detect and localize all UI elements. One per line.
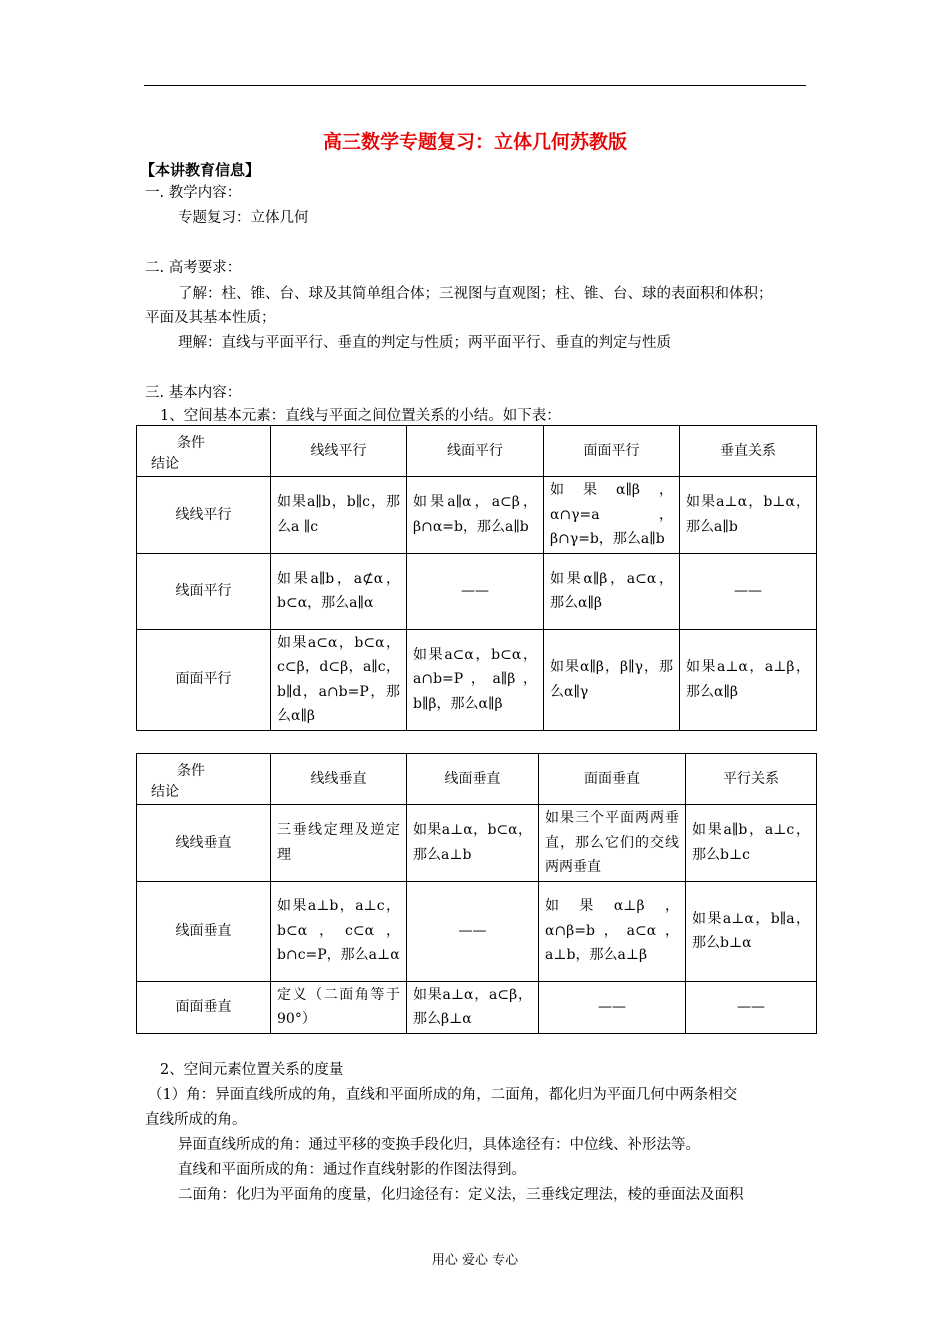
page-title: 高三数学专题复习：立体几何苏教版	[322, 131, 627, 153]
page-footer: 用心 爱心 专心	[431, 1253, 519, 1268]
row-label: 线线垂直	[137, 805, 271, 882]
s2-para1-line1: 了解：柱、锥、台、球及其简单组合体；三视图与直观图；柱、锥、台、球的表面积和体积；	[178, 286, 773, 302]
table-cell: 如果a⊥α，b⊂α，那么a⊥b	[407, 805, 539, 882]
table-cell: ——	[680, 553, 817, 629]
s2-para2: 理解：直线与平面平行、垂直的判定与性质；两平面平行、垂直的判定与性质	[178, 335, 671, 351]
s1-heading: 一. 教学内容：	[145, 185, 242, 201]
table1-corner: 条件 结论	[137, 426, 271, 477]
table-cell: 如果α∥β，β∥γ，那么α∥γ	[544, 629, 680, 730]
table1-header: 线面平行	[407, 426, 544, 477]
s3-item1: 1、空间基本元素：直线与平面之间位置关系的小结。如下表：	[160, 408, 561, 424]
s1-body: 专题复习：立体几何	[178, 210, 309, 226]
table2-corner: 条件 结论	[137, 754, 271, 805]
table2-header: 平行关系	[686, 754, 817, 805]
table-cell: 如果a∥b，b∥c，那么a ∥c	[271, 477, 407, 554]
table2-header: 面面垂直	[539, 754, 686, 805]
row-label: 面面垂直	[137, 981, 271, 1033]
table-cell: 如果a⊥α，b∥a，那么b⊥α	[686, 881, 817, 981]
line-plane-para: 直线和平面所成的角：通过作直线射影的作图法得到。	[178, 1162, 526, 1178]
table-row	[137, 477, 817, 554]
table-cell: ——	[539, 981, 686, 1033]
table-parallel-relations	[136, 425, 817, 731]
s3-item2: 2、空间元素位置关系的度量	[160, 1062, 344, 1078]
table-cell: 如果a⊥α，a⊂β，那么β⊥α	[407, 981, 539, 1033]
row-label: 线线平行	[137, 477, 271, 554]
table-row	[137, 629, 817, 730]
table-row	[137, 881, 817, 981]
table1-header: 线线平行	[271, 426, 407, 477]
table-cell: 如果a∥b，a⊥c，那么b⊥c	[686, 805, 817, 882]
table-cell: ——	[407, 553, 544, 629]
dihedral-para: 二面角：化归为平面角的度量，化归途径有：定义法，三垂线定理法，棱的垂面法及面积	[178, 1187, 744, 1203]
table-row	[137, 805, 817, 882]
table-cell: 如果a∥b，a⊄α，b⊂α，那么a∥α	[271, 553, 407, 629]
section-header: 【本讲教育信息】	[140, 161, 261, 179]
table-perpendicular-relations	[136, 753, 817, 1034]
table-row	[137, 553, 817, 629]
table1-header: 面面平行	[544, 426, 680, 477]
s2-para1-line2: 平面及其基本性质；	[145, 310, 276, 326]
table1-header: 垂直关系	[680, 426, 817, 477]
table-cell: ——	[686, 981, 817, 1033]
table-row	[137, 981, 817, 1033]
angle-para-line1: （1）角：异面直线所成的角，直线和平面所成的角，二面角，都化归为平面几何中两条相交	[148, 1087, 738, 1103]
table2-header: 线面垂直	[407, 754, 539, 805]
table-cell: 如果a⊥b，a⊥c，b⊂α，c⊂α，b∩c=P，那么a⊥α	[271, 881, 407, 981]
header-rule	[144, 85, 806, 86]
table-cell: 如果α⊥β，α∩β=b，a⊂α，a⊥b，那么a⊥β	[539, 881, 686, 981]
row-label: 面面平行	[137, 629, 271, 730]
table-cell: ——	[407, 881, 539, 981]
table-cell: 如果a⊥α，b⊥α，那么a∥b	[680, 477, 817, 554]
table-cell: 如果a⊥α，a⊥β，那么α∥β	[680, 629, 817, 730]
s2-heading: 二. 高考要求：	[145, 260, 242, 276]
row-label: 线面平行	[137, 553, 271, 629]
table2-header: 线线垂直	[271, 754, 407, 805]
angle-para-line2: 直线所成的角。	[145, 1112, 247, 1128]
table-cell: 如果a∥α，a⊂β，β∩α=b，那么a∥b	[407, 477, 544, 554]
table-cell: 如果三个平面两两垂直，那么它们的交线两两垂直	[539, 805, 686, 882]
table-cell: 如果α∥β，α∩γ=a，β∩γ=b，那么a∥b	[544, 477, 680, 554]
table-cell: 三垂线定理及逆定理	[271, 805, 407, 882]
table-cell: 如果α∥β，a⊂α，那么α∥β	[544, 553, 680, 629]
table-cell: 如果a⊂α，b⊂α，c⊂β，d⊂β，a∥c，b∥d，a∩b=P，那么α∥β	[271, 629, 407, 730]
skew-lines-para: 异面直线所成的角：通过平移的变换手段化归，具体途径有：中位线、补形法等。	[178, 1137, 700, 1153]
row-label: 线面垂直	[137, 881, 271, 981]
table-cell: 定义（二面角等于90°）	[271, 981, 407, 1033]
table-cell: 如果a⊂α，b⊂α，a∩b=P，a∥β，b∥β，那么α∥β	[407, 629, 544, 730]
s3-heading: 三. 基本内容：	[145, 385, 242, 401]
